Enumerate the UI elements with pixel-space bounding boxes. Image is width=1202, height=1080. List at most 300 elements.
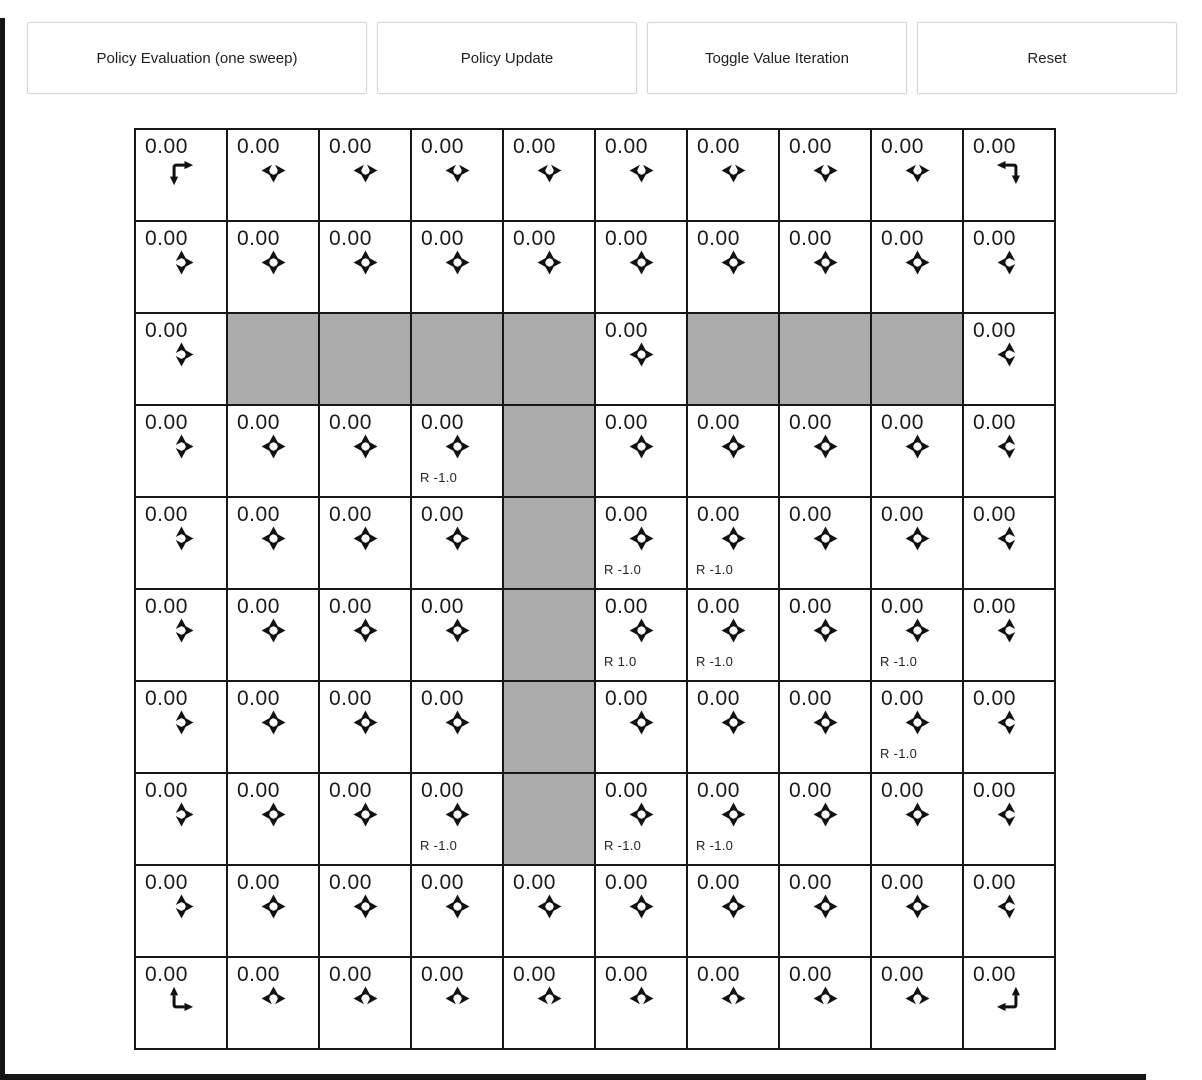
policy-arrows-icon <box>444 617 471 644</box>
wall-cell <box>872 314 962 404</box>
policy-arrows-icon <box>168 709 195 736</box>
cell-value: 0.00 <box>513 871 556 894</box>
cell-value: 0.00 <box>237 871 280 894</box>
policy-arrows-icon <box>352 525 379 552</box>
policy-arrows-icon <box>720 985 747 1012</box>
grid-cell <box>136 866 226 956</box>
cell-value: 0.00 <box>329 503 372 526</box>
policy-arrow <box>780 525 870 552</box>
policy-arrow <box>228 709 318 736</box>
cell-value: 0.00 <box>145 687 188 710</box>
policy-arrow <box>412 985 502 1012</box>
grid-cell <box>320 130 410 220</box>
grid-cell <box>320 866 410 956</box>
cell-value: 0.00 <box>605 135 648 158</box>
cell-value: 0.00 <box>697 503 740 526</box>
policy-arrows-icon <box>260 709 287 736</box>
wall-cell <box>504 774 594 864</box>
grid-cell <box>412 222 502 312</box>
grid-cell <box>412 130 502 220</box>
cell-value: 0.00 <box>421 779 464 802</box>
policy-arrow <box>964 433 1054 460</box>
policy-arrows-icon <box>904 249 931 276</box>
policy-arrow <box>412 617 502 644</box>
policy-evaluation-button[interactable]: Policy Evaluation (one sweep) <box>27 22 367 94</box>
cell-value: 0.00 <box>421 227 464 250</box>
policy-arrow <box>412 893 502 920</box>
policy-arrows-icon <box>996 709 1023 736</box>
grid-cell <box>596 774 686 864</box>
policy-arrows-icon <box>260 985 287 1012</box>
grid-cell <box>688 866 778 956</box>
policy-arrow <box>228 985 318 1012</box>
policy-arrows-icon <box>628 801 655 828</box>
cell-value: 0.00 <box>421 595 464 618</box>
policy-arrow <box>412 433 502 460</box>
policy-arrow <box>964 617 1054 644</box>
wall-cell <box>504 406 594 496</box>
grid-cell <box>780 958 870 1048</box>
policy-arrow <box>964 709 1054 736</box>
cell-value: 0.00 <box>973 135 1016 158</box>
grid-cell <box>872 958 962 1048</box>
cell-reward: R -1.0 <box>604 838 642 853</box>
cell-value: 0.00 <box>605 963 648 986</box>
policy-arrows-icon <box>444 709 471 736</box>
policy-arrow <box>412 801 502 828</box>
cell-value: 0.00 <box>605 503 648 526</box>
policy-arrows-icon <box>996 801 1023 828</box>
cell-value: 0.00 <box>789 963 832 986</box>
cell-value: 0.00 <box>881 687 924 710</box>
toolbar <box>27 22 1177 94</box>
wall-cell <box>504 590 594 680</box>
wall-cell <box>228 314 318 404</box>
grid-cell <box>872 130 962 220</box>
policy-arrow <box>872 525 962 552</box>
policy-arrows-icon <box>260 525 287 552</box>
cell-value: 0.00 <box>973 411 1016 434</box>
grid-cell <box>412 958 502 1048</box>
cell-value: 0.00 <box>697 135 740 158</box>
cell-value: 0.00 <box>421 411 464 434</box>
policy-arrows-icon <box>168 249 195 276</box>
grid-cell <box>320 498 410 588</box>
policy-arrow <box>688 985 778 1012</box>
cell-value: 0.00 <box>973 871 1016 894</box>
policy-arrows-icon <box>904 709 931 736</box>
grid-cell <box>228 774 318 864</box>
cell-reward: R -1.0 <box>880 746 918 761</box>
policy-arrows-icon <box>628 893 655 920</box>
cell-value: 0.00 <box>881 135 924 158</box>
cell-value: 0.00 <box>145 779 188 802</box>
grid-cell <box>872 774 962 864</box>
grid-cell <box>596 130 686 220</box>
policy-arrow <box>596 433 686 460</box>
cell-value: 0.00 <box>789 687 832 710</box>
policy-arrow <box>596 157 686 184</box>
policy-arrow <box>412 157 502 184</box>
policy-arrow <box>596 801 686 828</box>
policy-update-button[interactable]: Policy Update <box>377 22 637 94</box>
policy-arrows-icon <box>628 433 655 460</box>
policy-arrows-icon <box>812 157 839 184</box>
grid-cell <box>412 590 502 680</box>
grid-cell <box>320 774 410 864</box>
cell-value: 0.00 <box>237 779 280 802</box>
policy-arrows-icon <box>720 617 747 644</box>
cell-value: 0.00 <box>697 871 740 894</box>
policy-arrow <box>320 249 410 276</box>
policy-arrows-icon <box>720 433 747 460</box>
policy-arrows-icon <box>628 157 655 184</box>
corner-ul-arrow-icon <box>994 985 1024 1015</box>
grid-cell <box>136 682 226 772</box>
policy-arrow <box>136 433 226 460</box>
cell-value: 0.00 <box>605 411 648 434</box>
policy-arrow <box>228 801 318 828</box>
cell-value: 0.00 <box>789 227 832 250</box>
policy-arrow <box>780 617 870 644</box>
policy-arrows-icon <box>352 433 379 460</box>
grid-cell <box>136 958 226 1048</box>
grid-cell <box>964 130 1054 220</box>
policy-arrows-icon <box>352 157 379 184</box>
policy-arrow <box>688 709 778 736</box>
grid-cell <box>228 222 318 312</box>
grid-cell <box>596 406 686 496</box>
cell-value: 0.00 <box>789 135 832 158</box>
policy-arrow <box>596 709 686 736</box>
policy-arrows-icon <box>720 157 747 184</box>
policy-arrows-icon <box>720 801 747 828</box>
cell-value: 0.00 <box>421 963 464 986</box>
policy-arrow <box>136 617 226 644</box>
cell-value: 0.00 <box>789 779 832 802</box>
policy-arrow <box>964 157 1054 187</box>
cell-value: 0.00 <box>605 319 648 342</box>
grid-cell <box>780 774 870 864</box>
grid-cell <box>964 498 1054 588</box>
grid-cell <box>504 866 594 956</box>
policy-arrows-icon <box>352 709 379 736</box>
grid-cell <box>780 590 870 680</box>
policy-arrows-icon <box>812 249 839 276</box>
policy-arrows-icon <box>904 525 931 552</box>
grid-cell <box>596 498 686 588</box>
grid-cell <box>320 222 410 312</box>
cell-value: 0.00 <box>881 227 924 250</box>
grid-cell <box>688 774 778 864</box>
policy-arrows-icon <box>352 249 379 276</box>
policy-arrows-icon <box>260 157 287 184</box>
cell-value: 0.00 <box>789 871 832 894</box>
policy-arrow <box>412 525 502 552</box>
policy-arrow <box>964 249 1054 276</box>
cell-value: 0.00 <box>881 595 924 618</box>
cell-value: 0.00 <box>605 227 648 250</box>
policy-arrow <box>964 985 1054 1015</box>
policy-arrow <box>780 801 870 828</box>
corner-rd-arrow-icon <box>166 157 196 187</box>
policy-arrows-icon <box>628 249 655 276</box>
policy-arrows-icon <box>444 985 471 1012</box>
grid-cell <box>228 682 318 772</box>
policy-arrows-icon <box>352 617 379 644</box>
policy-arrow <box>504 249 594 276</box>
policy-arrow <box>596 893 686 920</box>
cell-value: 0.00 <box>329 595 372 618</box>
toggle-value-iteration-button[interactable]: Toggle Value Iteration <box>647 22 907 94</box>
policy-arrows-icon <box>444 433 471 460</box>
grid-cell <box>780 406 870 496</box>
policy-arrows-icon <box>352 801 379 828</box>
cell-value: 0.00 <box>697 411 740 434</box>
cell-value: 0.00 <box>145 595 188 618</box>
policy-arrow <box>872 157 962 184</box>
policy-arrows-icon <box>812 709 839 736</box>
policy-arrow <box>136 525 226 552</box>
grid-cell <box>320 590 410 680</box>
policy-arrows-icon <box>720 893 747 920</box>
grid-cell <box>504 130 594 220</box>
policy-arrow <box>320 433 410 460</box>
policy-arrows-icon <box>444 157 471 184</box>
grid-cell <box>412 498 502 588</box>
policy-arrow <box>320 525 410 552</box>
policy-arrow <box>964 341 1054 368</box>
policy-arrows-icon <box>996 893 1023 920</box>
policy-arrows-icon <box>168 525 195 552</box>
policy-arrows-icon <box>444 893 471 920</box>
policy-arrow <box>688 433 778 460</box>
policy-arrow <box>504 985 594 1012</box>
grid-cell <box>320 406 410 496</box>
grid-cell <box>596 222 686 312</box>
cell-value: 0.00 <box>421 503 464 526</box>
policy-arrow <box>780 157 870 184</box>
policy-arrow <box>504 893 594 920</box>
policy-arrows-icon <box>904 801 931 828</box>
grid-cell <box>228 406 318 496</box>
grid-cell <box>780 222 870 312</box>
policy-arrow <box>872 801 962 828</box>
policy-arrows-icon <box>904 617 931 644</box>
policy-arrow <box>136 341 226 368</box>
gridworld <box>134 128 1056 1050</box>
grid-cell <box>780 866 870 956</box>
policy-arrow <box>780 893 870 920</box>
cell-value: 0.00 <box>605 871 648 894</box>
policy-arrow <box>412 249 502 276</box>
cell-value: 0.00 <box>237 135 280 158</box>
policy-arrows-icon <box>996 617 1023 644</box>
cell-value: 0.00 <box>145 135 188 158</box>
cell-value: 0.00 <box>237 595 280 618</box>
cell-value: 0.00 <box>145 411 188 434</box>
policy-arrows-icon <box>444 525 471 552</box>
grid-cell <box>136 406 226 496</box>
policy-arrows-icon <box>720 525 747 552</box>
cell-value: 0.00 <box>329 963 372 986</box>
grid-cell <box>504 958 594 1048</box>
cell-value: 0.00 <box>973 319 1016 342</box>
cell-value: 0.00 <box>145 319 188 342</box>
policy-arrow <box>228 249 318 276</box>
cell-value: 0.00 <box>789 411 832 434</box>
cell-value: 0.00 <box>697 963 740 986</box>
grid-cell <box>136 222 226 312</box>
grid-cell <box>872 222 962 312</box>
grid-cell <box>872 406 962 496</box>
grid-cell <box>688 130 778 220</box>
cell-value: 0.00 <box>973 595 1016 618</box>
grid-cell <box>136 498 226 588</box>
policy-arrows-icon <box>444 249 471 276</box>
cell-value: 0.00 <box>697 779 740 802</box>
grid-cell <box>688 406 778 496</box>
policy-arrow <box>228 893 318 920</box>
wall-cell <box>320 314 410 404</box>
policy-arrows-icon <box>536 249 563 276</box>
policy-arrow <box>136 249 226 276</box>
grid-cell <box>964 682 1054 772</box>
policy-arrow <box>228 433 318 460</box>
policy-arrows-icon <box>996 525 1023 552</box>
policy-arrow <box>872 709 962 736</box>
policy-arrows-icon <box>904 433 931 460</box>
grid-cell <box>964 406 1054 496</box>
policy-arrow <box>688 893 778 920</box>
policy-arrow <box>780 985 870 1012</box>
window-edge-bottom <box>0 1074 1146 1080</box>
policy-arrow <box>228 157 318 184</box>
cell-value: 0.00 <box>605 595 648 618</box>
cell-value: 0.00 <box>421 135 464 158</box>
policy-arrow <box>412 709 502 736</box>
cell-reward: R -1.0 <box>696 838 734 853</box>
policy-arrow <box>688 801 778 828</box>
wall-cell <box>504 498 594 588</box>
cell-value: 0.00 <box>881 871 924 894</box>
policy-arrow <box>596 341 686 368</box>
grid-cell <box>780 498 870 588</box>
policy-arrows-icon <box>628 341 655 368</box>
cell-reward: R 1.0 <box>604 654 637 669</box>
policy-arrows-icon <box>996 341 1023 368</box>
grid-cell <box>964 866 1054 956</box>
wall-cell <box>780 314 870 404</box>
grid-cell <box>504 222 594 312</box>
cell-value: 0.00 <box>605 687 648 710</box>
cell-value: 0.00 <box>881 779 924 802</box>
policy-arrows-icon <box>536 893 563 920</box>
grid-cell <box>228 498 318 588</box>
grid-cell <box>596 866 686 956</box>
cell-value: 0.00 <box>973 503 1016 526</box>
cell-value: 0.00 <box>789 503 832 526</box>
grid-cell <box>228 590 318 680</box>
policy-arrows-icon <box>812 617 839 644</box>
cell-value: 0.00 <box>329 871 372 894</box>
policy-arrow <box>872 433 962 460</box>
policy-arrows-icon <box>260 617 287 644</box>
policy-arrow <box>872 249 962 276</box>
grid-cell <box>964 314 1054 404</box>
policy-arrow <box>320 985 410 1012</box>
policy-arrows-icon <box>260 801 287 828</box>
grid-cell <box>688 222 778 312</box>
cell-value: 0.00 <box>513 227 556 250</box>
policy-arrow <box>136 893 226 920</box>
cell-value: 0.00 <box>237 503 280 526</box>
grid-cell <box>228 958 318 1048</box>
cell-value: 0.00 <box>605 779 648 802</box>
corner-ld-arrow-icon <box>994 157 1024 187</box>
cell-value: 0.00 <box>421 871 464 894</box>
cell-value: 0.00 <box>973 963 1016 986</box>
policy-arrows-icon <box>904 157 931 184</box>
policy-arrow <box>228 525 318 552</box>
grid-cell <box>136 590 226 680</box>
grid-cell <box>596 958 686 1048</box>
policy-arrows-icon <box>536 985 563 1012</box>
policy-arrow <box>688 157 778 184</box>
cell-reward: R -1.0 <box>420 470 458 485</box>
policy-arrow <box>964 801 1054 828</box>
cell-value: 0.00 <box>697 595 740 618</box>
policy-arrows-icon <box>720 249 747 276</box>
policy-arrow <box>596 249 686 276</box>
cell-reward: R -1.0 <box>880 654 918 669</box>
cell-value: 0.00 <box>237 963 280 986</box>
policy-arrows-icon <box>444 801 471 828</box>
cell-reward: R -1.0 <box>604 562 642 577</box>
policy-arrow <box>136 709 226 736</box>
reset-button[interactable]: Reset <box>917 22 1177 94</box>
cell-value: 0.00 <box>237 687 280 710</box>
grid-cell <box>780 682 870 772</box>
policy-arrow <box>596 985 686 1012</box>
policy-arrow <box>136 157 226 187</box>
cell-value: 0.00 <box>881 963 924 986</box>
policy-arrows-icon <box>168 341 195 368</box>
policy-arrow <box>320 709 410 736</box>
policy-arrow <box>596 617 686 644</box>
cell-value: 0.00 <box>421 687 464 710</box>
policy-arrows-icon <box>628 617 655 644</box>
policy-arrow <box>688 249 778 276</box>
wall-cell <box>412 314 502 404</box>
grid-cell <box>780 130 870 220</box>
grid-cell <box>872 866 962 956</box>
policy-arrow <box>780 433 870 460</box>
grid-cell <box>228 866 318 956</box>
policy-arrow <box>964 525 1054 552</box>
policy-arrows-icon <box>812 801 839 828</box>
policy-arrow <box>320 801 410 828</box>
grid-cell <box>688 682 778 772</box>
grid-cell <box>228 130 318 220</box>
policy-arrow <box>228 617 318 644</box>
cell-value: 0.00 <box>513 963 556 986</box>
cell-value: 0.00 <box>329 687 372 710</box>
policy-arrows-icon <box>168 893 195 920</box>
policy-arrows-icon <box>352 985 379 1012</box>
policy-arrow <box>872 617 962 644</box>
cell-value: 0.00 <box>789 595 832 618</box>
